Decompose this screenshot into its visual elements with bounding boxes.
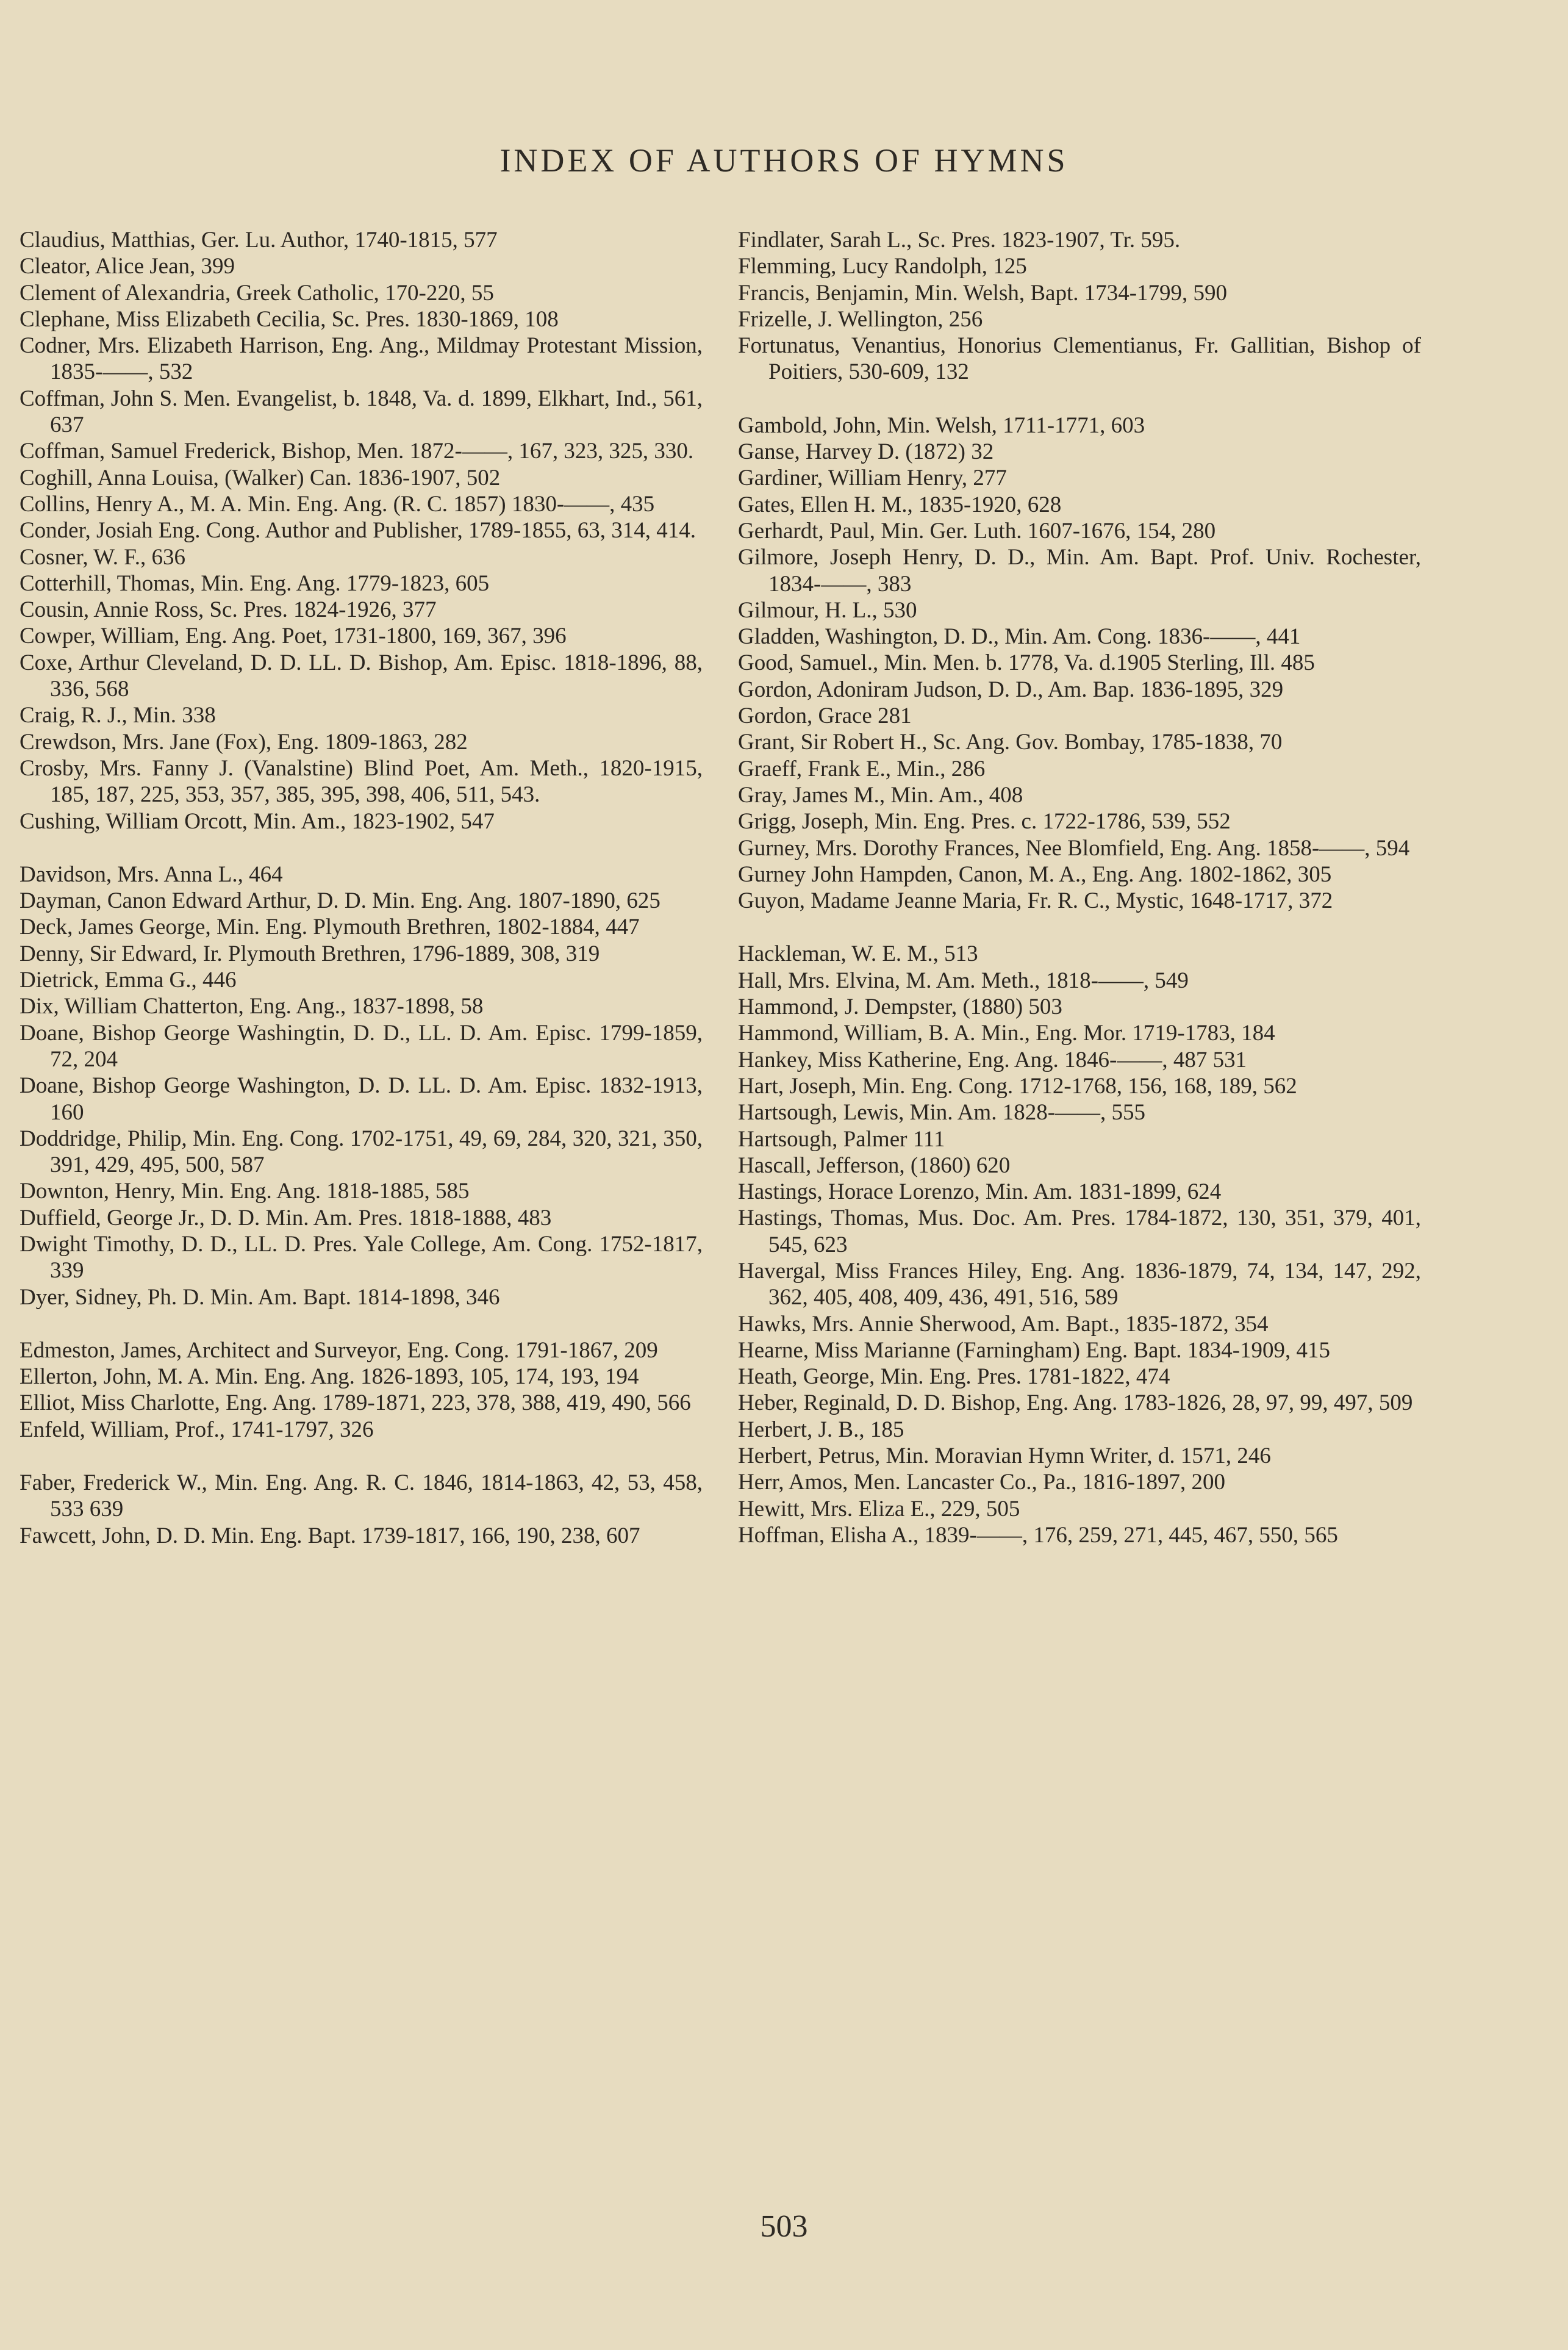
- index-entry: Fawcett, John, D. D. Min. Eng. Bapt. 1739-1817, 166, 190, 238, 607: [20, 1523, 640, 1548]
- index-entry: Hoffman, Elisha A., 1839-——, 176, 259, 271, 445, 467, 550, 565: [738, 1522, 1338, 1548]
- index-entry: Havergal, Miss Frances Hiley, Eng. Ang. 1836-1879, 74, 134, 147, 292, 362, 405, 408, 409, 436, 491, 516, 589: [738, 1258, 1421, 1310]
- index-entry: Coxe, Arthur Cleveland, D. D. LL. D. Bishop, Am. Episc. 1818-1896, 88, 336, 568: [20, 650, 703, 702]
- index-entry: Crosby, Mrs. Fanny J. (Vanalstine) Blind Poet, Am. Meth., 1820-1915, 185, 187, 225, 353, 357, 385, 395, 398, 406, 511, 543.: [20, 755, 703, 808]
- index-entry: Ellerton, John, M. A. Min. Eng. Ang. 1826-1893, 105, 174, 193, 194: [20, 1364, 639, 1390]
- index-entry: Doddridge, Philip, Min. Eng. Cong. 1702-1751, 49, 69, 284, 320, 321, 350, 391, 429, 495, 500, 587: [20, 1126, 703, 1178]
- page-title: INDEX OF AUTHORS OF HYMNS: [499, 142, 1069, 179]
- index-entry: Coffman, Samuel Frederick, Bishop, Men. 1872-——, 167, 323, 325, 330.: [20, 439, 694, 464]
- index-entry: Gladden, Washington, D. D., Min. Am. Cong. 1836-——, 441: [738, 624, 1301, 650]
- index-entry: Gardiner, William Henry, 277: [738, 465, 1007, 491]
- index-entry: Gordon, Grace 281: [738, 703, 912, 729]
- index-entry: Conder, Josiah Eng. Cong. Author and Publisher, 1789-1855, 63, 314, 414.: [20, 518, 696, 544]
- index-entry: Hartsough, Lewis, Min. Am. 1828-——, 555: [738, 1100, 1146, 1126]
- index-entry: Gilmore, Joseph Henry, D. D., Min. Am. Bapt. Prof. Univ. Rochester, 1834-——, 383: [738, 545, 1421, 597]
- index-entry: Doane, Bishop George Washington, D. D. LL. D. Am. Episc. 1832-1913, 160: [20, 1073, 703, 1125]
- index-entry: Heath, George, Min. Eng. Pres. 1781-1822, 474: [738, 1364, 1170, 1390]
- index-entry: Gurney John Hampden, Canon, M. A., Eng. Ang. 1802-1862, 305: [738, 861, 1332, 887]
- index-entry: Herr, Amos, Men. Lancaster Co., Pa., 1816-1897, 200: [738, 1470, 1226, 1495]
- index-entry: Clement of Alexandria, Greek Catholic, 170-220, 55: [20, 280, 494, 306]
- index-entry: Good, Samuel., Min. Men. b. 1778, Va. d.1905 Sterling, Ill. 485: [738, 650, 1315, 676]
- index-entry: Enfeld, William, Prof., 1741-1797, 326: [20, 1417, 374, 1442]
- index-entry: Herbert, J. B., 185: [738, 1417, 904, 1442]
- index-entry: Gordon, Adoniram Judson, D. D., Am. Bap. 1836-1895, 329: [738, 677, 1284, 702]
- page-number: 503: [760, 2209, 808, 2244]
- index-entry: Hewitt, Mrs. Eliza E., 229, 505: [738, 1496, 1020, 1522]
- index-entry: Hastings, Horace Lorenzo, Min. Am. 1831-1899, 624: [738, 1179, 1222, 1205]
- index-entry: Guyon, Madame Jeanne Maria, Fr. R. C., Mystic, 1648-1717, 372: [738, 888, 1333, 914]
- index-entry: Hartsough, Palmer 111: [738, 1126, 945, 1152]
- index-entry: Francis, Benjamin, Min. Welsh, Bapt. 1734-1799, 590: [738, 280, 1228, 306]
- index-entry: Findlater, Sarah L., Sc. Pres. 1823-1907, Tr. 595.: [738, 228, 1181, 253]
- index-entry: Dayman, Canon Edward Arthur, D. D. Min. Eng. Ang. 1807-1890, 625: [20, 888, 660, 914]
- index-entry: Gilmour, H. L., 530: [738, 597, 917, 623]
- index-entry: Gambold, John, Min. Welsh, 1711-1771, 603: [738, 412, 1145, 438]
- index-entry: Faber, Frederick W., Min. Eng. Ang. R. C. 1846, 1814-1863, 42, 53, 458, 533 639: [20, 1470, 703, 1522]
- index-entry: Downton, Henry, Min. Eng. Ang. 1818-1885, 585: [20, 1179, 470, 1204]
- index-entry: Coghill, Anna Louisa, (Walker) Can. 1836-1907, 502: [20, 465, 501, 490]
- index-entry: Hearne, Miss Marianne (Farningham) Eng. Bapt. 1834-1909, 415: [738, 1337, 1331, 1363]
- index-entry: Cleator, Alice Jean, 399: [20, 254, 235, 279]
- index-entry: Coffman, John S. Men. Evangelist, b. 1848, Va. d. 1899, Elkhart, Ind., 561, 637: [20, 386, 703, 438]
- index-entry: Crewdson, Mrs. Jane (Fox), Eng. 1809-1863, 282: [20, 729, 468, 755]
- index-entry: Cousin, Annie Ross, Sc. Pres. 1824-1926, 377: [20, 597, 437, 623]
- index-column-right: [738, 227, 1421, 1548]
- index-entry: Craig, R. J., Min. 338: [20, 703, 216, 728]
- index-entry: Hastings, Thomas, Mus. Doc. Am. Pres. 1784-1872, 130, 351, 379, 401, 545, 623: [738, 1206, 1421, 1257]
- index-entry: Edmeston, James, Architect and Surveyor, Eng. Cong. 1791-1867, 209: [20, 1337, 658, 1363]
- index-entry: Ganse, Harvey D. (1872) 32: [738, 439, 994, 465]
- index-entry: Gurney, Mrs. Dorothy Frances, Nee Blomfield, Eng. Ang. 1858-——, 594: [738, 835, 1410, 861]
- index-entry: Claudius, Matthias, Ger. Lu. Author, 1740-1815, 577: [20, 228, 498, 253]
- index-entry: Graeff, Frank E., Min., 286: [738, 756, 986, 782]
- index-entry: Hankey, Miss Katherine, Eng. Ang. 1846-——, 487 531: [738, 1047, 1247, 1073]
- index-entry: Frizelle, J. Wellington, 256: [738, 306, 983, 332]
- index-entry: Dietrick, Emma G., 446: [20, 968, 237, 993]
- index-entry: Davidson, Mrs. Anna L., 464: [20, 861, 283, 887]
- index-entry: Heber, Reginald, D. D. Bishop, Eng. Ang. 1783-1826, 28, 97, 99, 497, 509: [738, 1390, 1413, 1416]
- index-entry: Hammond, J. Dempster, (1880) 503: [738, 994, 1062, 1020]
- index-entry: Hascall, Jefferson, (1860) 620: [738, 1152, 1011, 1178]
- index-entry: Collins, Henry A., M. A. Min. Eng. Ang. (R. C. 1857) 1830-——, 435: [20, 491, 655, 517]
- index-entry: Cotterhill, Thomas, Min. Eng. Ang. 1779-1823, 605: [20, 570, 490, 596]
- index-entry: Deck, James George, Min. Eng. Plymouth Brethren, 1802-1884, 447: [20, 914, 640, 940]
- index-entry: Dix, William Chatterton, Eng. Ang., 1837-1898, 58: [20, 994, 484, 1019]
- index-entry: Grant, Sir Robert H., Sc. Ang. Gov. Bombay, 1785-1838, 70: [738, 730, 1283, 755]
- index-entry: Hawks, Mrs. Annie Sherwood, Am. Bapt., 1835-1872, 354: [738, 1311, 1269, 1337]
- index-entry: Hart, Joseph, Min. Eng. Cong. 1712-1768, 156, 168, 189, 562: [738, 1073, 1297, 1099]
- index-entry: Hall, Mrs. Elvina, M. Am. Meth., 1818-——, 549: [738, 968, 1189, 993]
- index-entry: Duffield, George Jr., D. D. Min. Am. Pres. 1818-1888, 483: [20, 1205, 552, 1231]
- index-entry: Doane, Bishop George Washingtin, D. D., LL. D. Am. Episc. 1799-1859, 72, 204: [20, 1020, 703, 1072]
- index-entry: Dyer, Sidney, Ph. D. Min. Am. Bapt. 1814-1898, 346: [20, 1284, 500, 1310]
- index-entry: Herbert, Petrus, Min. Moravian Hymn Writer, d. 1571, 246: [738, 1443, 1271, 1469]
- index-entry: Cosner, W. F., 636: [20, 544, 186, 570]
- index-column-left: [20, 227, 703, 1549]
- index-entry: Clephane, Miss Elizabeth Cecilia, Sc. Pres. 1830-1869, 108: [20, 306, 559, 332]
- index-entry: Grigg, Joseph, Min. Eng. Pres. c. 1722-1786, 539, 552: [738, 809, 1231, 835]
- index-entry: Hammond, William, B. A. Min., Eng. Mor. 1719-1783, 184: [738, 1021, 1275, 1046]
- index-entry: Codner, Mrs. Elizabeth Harrison, Eng. Ang., Mildmay Protestant Mission, 1835-——, 532: [20, 333, 703, 385]
- index-entry: Dwight Timothy, D. D., LL. D. Pres. Yale College, Am. Cong. 1752-1817, 339: [20, 1231, 703, 1284]
- index-entry: Elliot, Miss Charlotte, Eng. Ang. 1789-1871, 223, 378, 388, 419, 490, 566: [20, 1390, 691, 1416]
- index-entry: Fortunatus, Venantius, Honorius Clementianus, Fr. Gallitian, Bishop of Poitiers, 530-609, 132: [738, 333, 1421, 385]
- index-entry: Gerhardt, Paul, Min. Ger. Luth. 1607-1676, 154, 280: [738, 518, 1216, 544]
- index-entry: Denny, Sir Edward, Ir. Plymouth Brethren, 1796-1889, 308, 319: [20, 941, 600, 966]
- index-entry: Hackleman, W. E. M., 513: [738, 941, 978, 967]
- index-entry: Cowper, William, Eng. Ang. Poet, 1731-1800, 169, 367, 396: [20, 623, 567, 649]
- index-entry: Flemming, Lucy Randolph, 125: [738, 254, 1027, 279]
- index-entry: Cushing, William Orcott, Min. Am., 1823-1902, 547: [20, 808, 495, 834]
- index-entry: Gates, Ellen H. M., 1835-1920, 628: [738, 492, 1062, 517]
- index-entry: Gray, James M., Min. Am., 408: [738, 782, 1023, 808]
